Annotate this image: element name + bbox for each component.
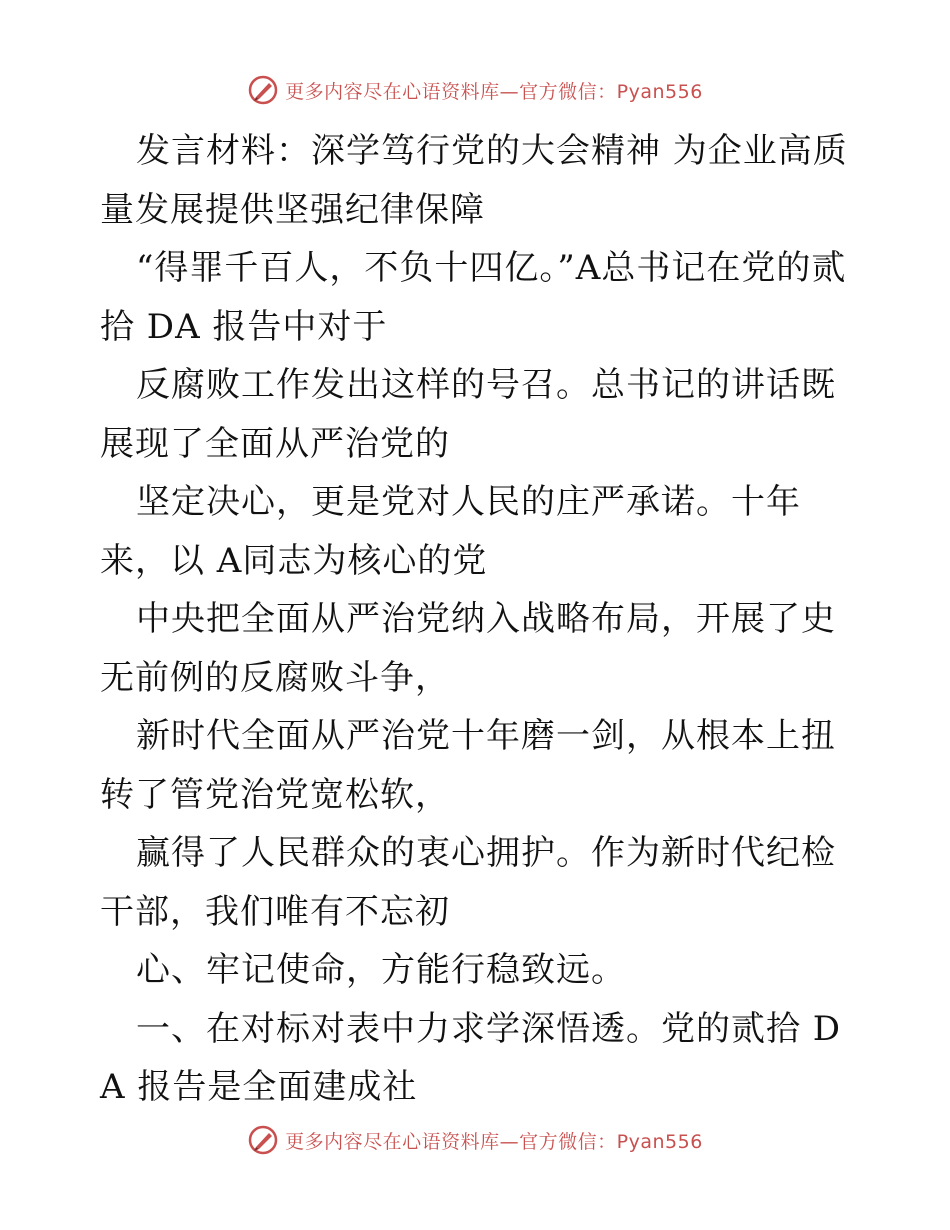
paragraph: 新时代全面从严治党十年磨一剑，从根本上扭转了管党治党宽松软， bbox=[100, 716, 836, 815]
paragraph: 中央把全面从严治党纳入战略布局，开展了史无前例的反腐败斗争， bbox=[100, 599, 836, 698]
pen-logo-icon bbox=[247, 1124, 279, 1156]
footer-watermark bbox=[0, 1122, 950, 1158]
header-watermark bbox=[0, 72, 950, 108]
paragraph: 反腐败工作发出这样的号召。总书记的讲话既展现了全面从严治党的 bbox=[100, 365, 836, 464]
paragraph: 心、牢记使命，方能行稳致远。 bbox=[136, 950, 626, 990]
paragraph: “得罪千百人，不负十四亿。”A总书记在党的贰拾 DA 报告中对于 bbox=[100, 248, 847, 347]
paragraph-title: 发言材料：深学笃行党的大会精神 为企业高质量发展提供坚强纪律保障 bbox=[100, 131, 848, 230]
paragraph: 赢得了人民群众的衷心拥护。作为新时代纪检干部，我们唯有不忘初 bbox=[100, 833, 836, 932]
paragraph: 坚定决心，更是党对人民的庄严承诺。十年来，以 A同志为核心的党 bbox=[100, 482, 801, 581]
watermark-text: 更多内容尽在心语资料库—官方微信：Pyan556 bbox=[285, 80, 703, 103]
document-body bbox=[100, 122, 860, 1117]
watermark-text: 更多内容尽在心语资料库—官方微信：Pyan556 bbox=[285, 1130, 703, 1153]
paragraph: 一、在对标对表中力求学深悟透。党的贰拾 DA 报告是全面建成社 bbox=[100, 1008, 842, 1107]
pen-logo-icon bbox=[247, 74, 279, 106]
